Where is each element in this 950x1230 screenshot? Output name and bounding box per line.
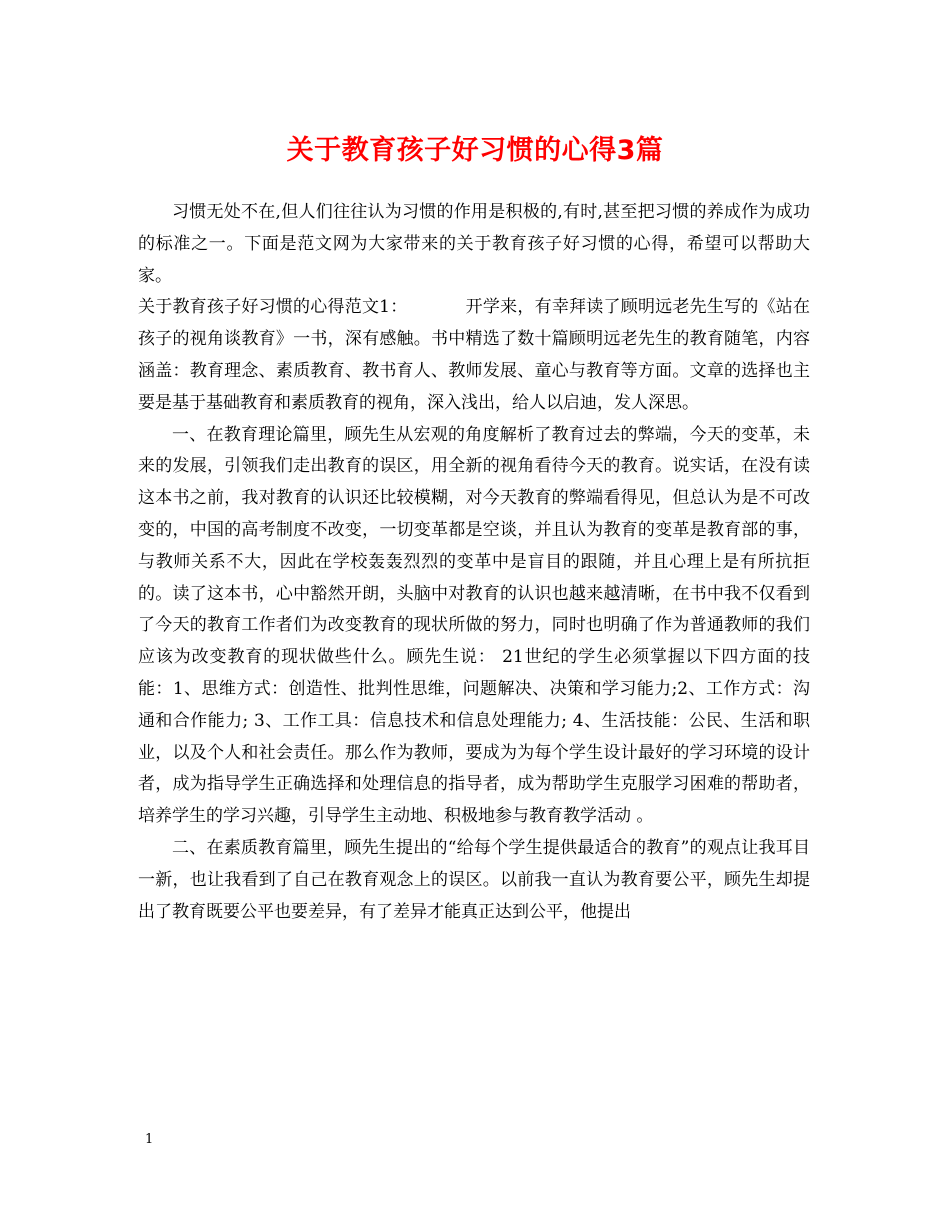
body-paragraph-1: 一、在教育理论篇里，顾先生从宏观的角度解析了教育过去的弊端，今天的变革，未来的发展，引领我们走出教育的误区，用全新的视角看待今天的教育。说实话，在没有读这本书之前，我对教育的认识还比较模糊，对今天教育的弊端看得见，但总认为是不可改变的，中国的高考制度不改变，一切变革都是空谈，并且认为教育的变革是教育部的事，与教师关系不大，因此在学校轰轰烈烈的变革中是盲目的跟随，并且心理上是有所抗拒的。读了这本书，心中豁然开朗，头脑中对教育的认识也越来越清晰，在书中我不仅看到了今天的教育工作者们为改变教育的现状所做的努力，同时也明确了作为普通教师的我们应该为改变教育的现状做些什么。顾先生说： 21世纪的学生必须掌握以下四方面的技能：1、思维方式：创造性、批判性思维，问题解决、决策和学习能力;2、工作方式：沟通和合作能力; 3、工作工具：信息技术和信息处理能力; 4、生活技能：公民、生活和职业，以及个人和社会责任。那么作为教师，要成为为每个学生设计最好的学习环境的设计者，成为指导学生正确选择和处理信息的指导者，成为帮助学生克服学习困难的帮助者，培养学生的学习兴趣，引导学生主动地、积极地参与教育教学活动 。 xyxy=(138,424,810,827)
document-title: 关于教育孩子好习惯的心得3篇 xyxy=(286,135,664,166)
document-body xyxy=(138,197,810,928)
section-heading: 关于教育孩子好习惯的心得范文1： xyxy=(138,297,408,318)
body-paragraph-2: 二、在素质教育篇里，顾先生提出的“给每个学生提供最适合的教育”的观点让我耳目一新，也让我看到了自己在教育观念上的误区。以前我一直认为教育要公平，顾先生却提出了教育既要公平也要差异，有了差异才能真正达到公平，他提出 xyxy=(138,837,810,922)
section-text: 开学来，有幸拜读了顾明远老先生写的《站在孩子的视角谈教育》一书，深有感触。书中精选了数十篇顾明远老先生的教育随笔，内容涵盖：教育理念、素质教育、教书育人、教师发展、童心与教育等方面。文章的选择也主要是基于基础教育和素质教育的视角，深入浅出，给人以启迪，发人深思。 xyxy=(138,297,810,413)
page-number: 1 xyxy=(145,1132,154,1147)
intro-paragraph: 习惯无处不在,但人们往往认为习惯的作用是积极的,有时,甚至把习惯的养成作为成功的标准之一。下面是范文网为大家带来的关于教育孩子好习惯的心得，希望可以帮助大家。 xyxy=(138,202,810,286)
section-paragraph xyxy=(138,292,810,419)
